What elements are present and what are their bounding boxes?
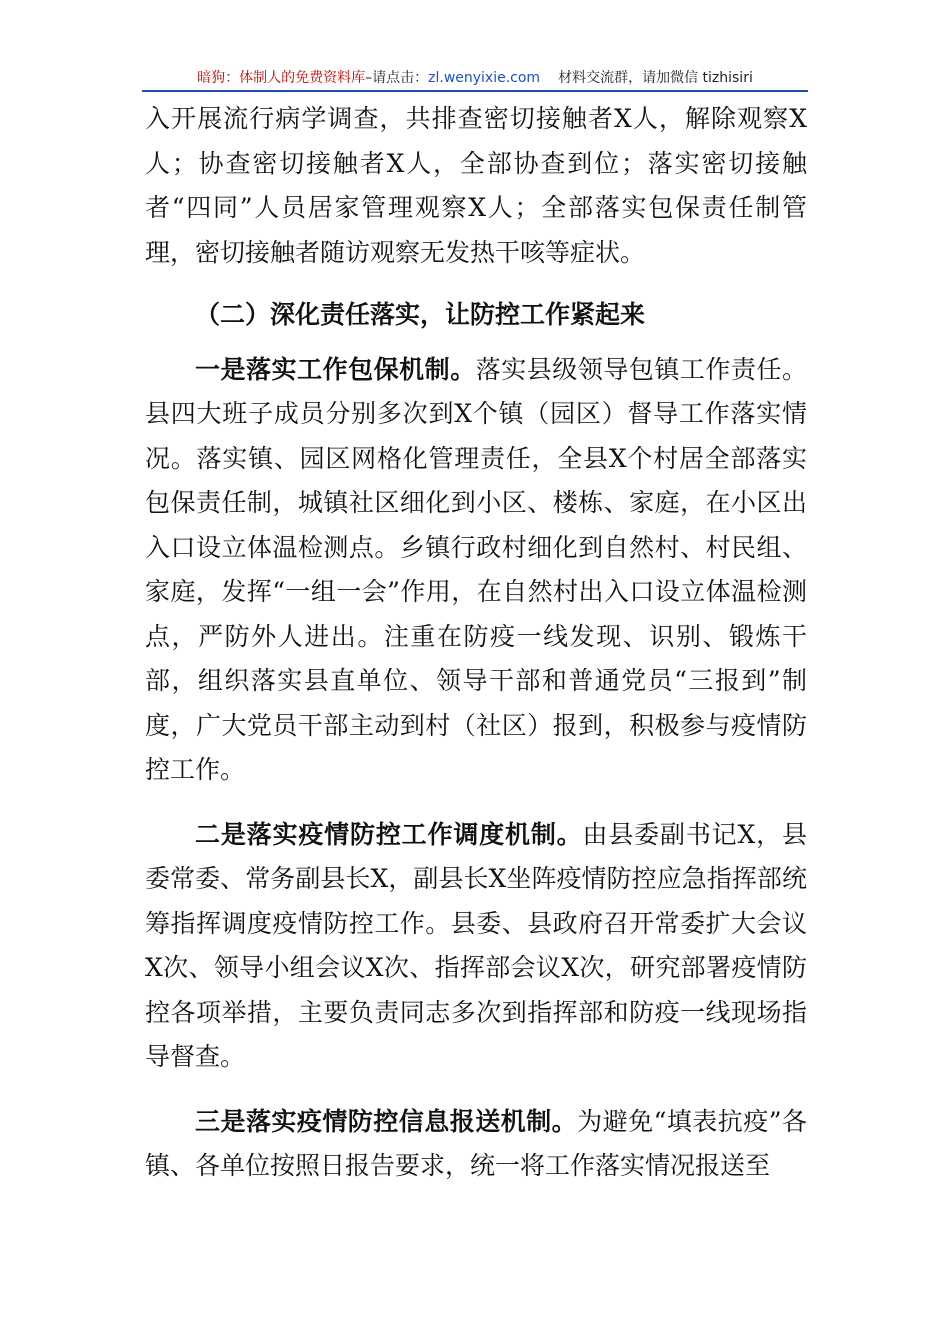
- paragraph-text: 落实县级领导包镇工作责任。县四大班子成员分别多次到X个镇（园区）督导工作落实情况。落实镇、园区网格化管理责任，全县X个村居全部落实包保责任制，城镇社区细化到小区、楼栋、家庭，在小区出入口设立体温检测点。乡镇行政村细化到自然村、村民组、家庭，发挥“一组一会”作用，在自然村出入口设立体温检测点，严防外人进出。注重在防疫一线发现、识别、锻炼干部，组织落实县直单位、领导干部和普通党员“三报到”制度，广大党员干部主动到村（社区）报到，积极参与疫情防控工作。: [145, 354, 807, 784]
- header-prompt: –请点击：: [365, 70, 429, 86]
- paragraph-lead: 三是落实疫情防控信息报送机制。: [195, 1106, 578, 1136]
- page-header: [0, 68, 950, 88]
- header-url-link[interactable]: zl.wenyixie.com: [428, 70, 541, 86]
- document-body: [145, 97, 807, 1189]
- header-divider: [142, 90, 808, 92]
- paragraph-mechanism-3: [145, 1100, 807, 1189]
- paragraph-lead: 一是落实工作包保机制。: [195, 354, 476, 384]
- paragraph-mechanism-1: [145, 348, 807, 793]
- paragraph-text: 为避免“填表抗疫”各镇、各单位按照日报告要求，统一将工作落实情况报送至: [145, 1106, 807, 1180]
- section-heading: （二）深化责任落实，让防控工作紧起来: [195, 300, 646, 329]
- paragraph-mechanism-2: [145, 813, 807, 1080]
- paragraph-continuation: 入开展流行病学调查，共排查密切接触者X人，解除观察X人；协查密切接触者X人，全部协查到位；落实密切接触者“四同”人员居家管理观察X人；全部落实包保责任制管理，密切接触者随访观察无发热干咳等症状。: [145, 104, 807, 267]
- paragraph-lead: 二是落实疫情防控工作调度机制。: [195, 819, 583, 849]
- paragraph-text: 由县委副书记X，县委常委、常务副县长X，副县长X坐阵疫情防控应急指挥部统筹指挥调度疫情防控工作。县委、县政府召开常委扩大会议X次、领导小组会议X次、指挥部会议X次，研究部署疫情防控各项举措，主要负责同志多次到指挥部和防疫一线现场指导督查。: [145, 819, 807, 1071]
- header-brand: 暗狗：体制人的免费资料库: [197, 70, 366, 86]
- header-note: 材料交流群，请加微信 tizhisiri: [558, 70, 753, 86]
